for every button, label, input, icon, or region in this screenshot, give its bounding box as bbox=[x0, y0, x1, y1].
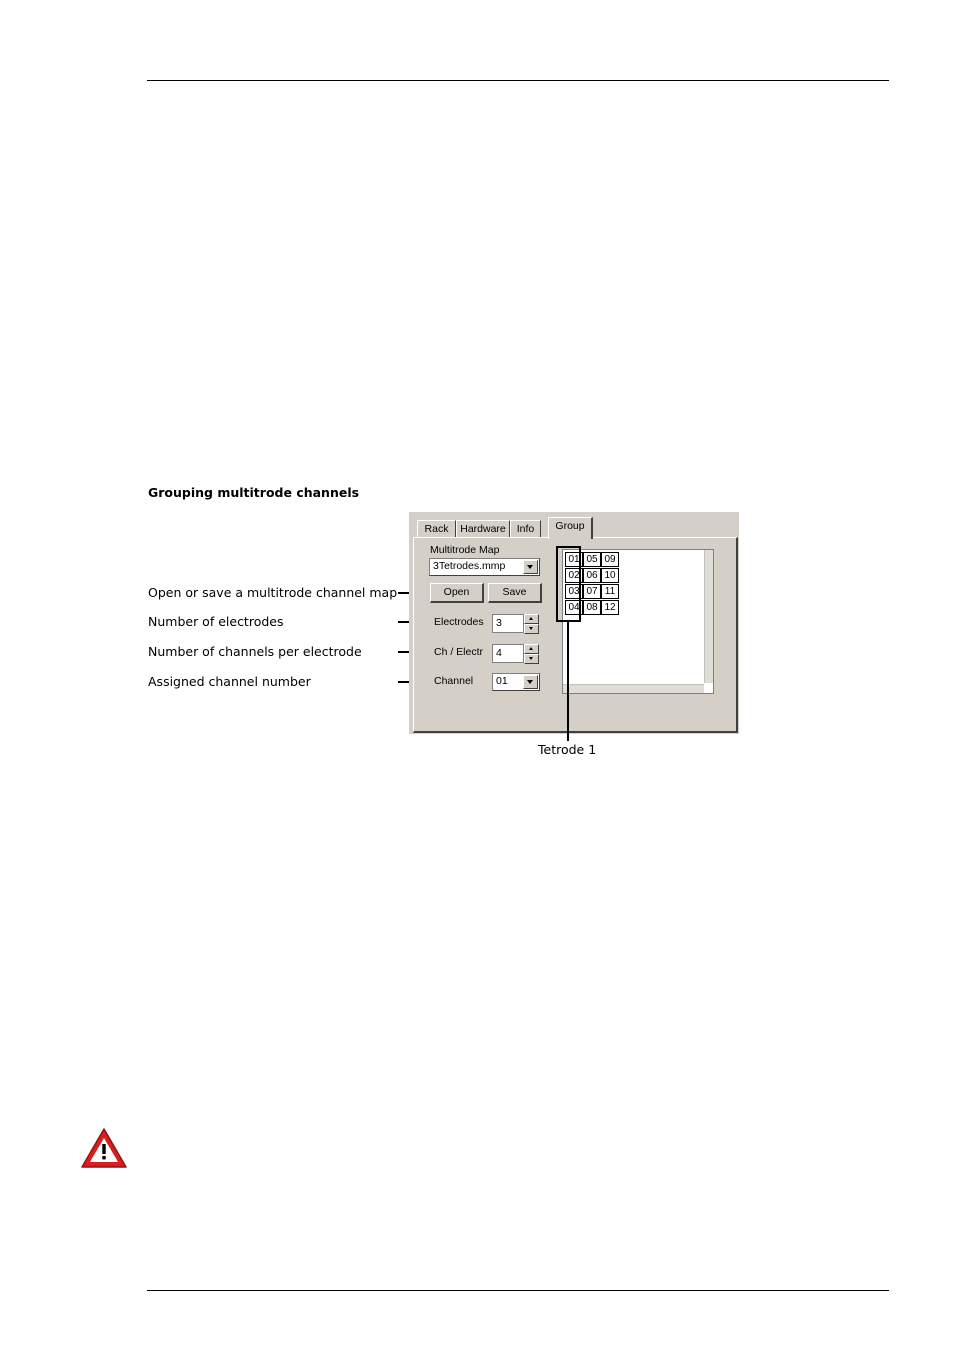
electrodes-input[interactable] bbox=[492, 614, 524, 633]
ch-per-electr-spin-down-icon[interactable] bbox=[524, 654, 539, 664]
tetrode-highlight-box bbox=[556, 546, 581, 622]
tab-info[interactable]: Info bbox=[510, 520, 541, 538]
grid-cell[interactable]: 11 bbox=[601, 584, 619, 599]
grid-cell[interactable]: 01 bbox=[565, 552, 583, 567]
channel-value: 01 bbox=[496, 675, 508, 687]
grid-cell[interactable]: 08 bbox=[583, 600, 601, 615]
grid-cell[interactable]: 09 bbox=[601, 552, 619, 567]
horizontal-scrollbar[interactable] bbox=[563, 684, 704, 693]
vertical-scrollbar[interactable] bbox=[704, 550, 713, 683]
tab-hardware[interactable]: Hardware bbox=[456, 520, 510, 538]
chevron-down-icon[interactable] bbox=[523, 560, 538, 574]
grid-cell[interactable]: 03 bbox=[565, 584, 583, 599]
callout-assigned-channel: Assigned channel number bbox=[148, 674, 311, 689]
grid-cell[interactable]: 04 bbox=[565, 600, 583, 615]
header-rule bbox=[147, 80, 889, 81]
electrodes-spin-up-icon[interactable] bbox=[524, 614, 539, 624]
grid-cell[interactable]: 05 bbox=[583, 552, 601, 567]
figure-caption: Grouping multitrode channels bbox=[148, 485, 360, 500]
grid-cell[interactable]: 10 bbox=[601, 568, 619, 583]
channel-select[interactable] bbox=[492, 673, 540, 691]
callout-electrodes: Number of electrodes bbox=[148, 614, 284, 629]
electrodes-label: Electrodes bbox=[434, 616, 484, 628]
grid-cell[interactable]: 06 bbox=[583, 568, 601, 583]
tab-group[interactable]: Group bbox=[548, 517, 593, 539]
channel-label: Channel bbox=[434, 675, 474, 687]
tetrode-label: Tetrode 1 bbox=[538, 742, 597, 757]
multitrode-map-label: Multitrode Map bbox=[430, 544, 500, 556]
channel-grid-list[interactable] bbox=[562, 549, 714, 694]
ch-per-electr-value: 4 bbox=[496, 647, 502, 659]
multitrode-map-value: 3Tetrodes.mmp bbox=[433, 560, 506, 572]
callout-open-save: Open or save a multitrode channel map bbox=[148, 585, 398, 600]
electrodes-value: 3 bbox=[496, 617, 502, 629]
open-button[interactable]: Open bbox=[430, 583, 484, 603]
warning-triangle-icon bbox=[80, 1127, 128, 1169]
ch-per-electr-spin-up-icon[interactable] bbox=[524, 644, 539, 654]
grid-cell[interactable]: 02 bbox=[565, 568, 583, 583]
electrodes-spin-down-icon[interactable] bbox=[524, 624, 539, 634]
tab-rack[interactable]: Rack bbox=[417, 520, 456, 538]
footer-rule bbox=[147, 1290, 889, 1291]
ch-per-electr-label: Ch / Electr bbox=[434, 646, 484, 658]
ch-per-electr-input[interactable] bbox=[492, 644, 524, 663]
grid-cell[interactable]: 12 bbox=[601, 600, 619, 615]
multitrode-map-select[interactable] bbox=[429, 558, 540, 576]
grid-cell[interactable]: 07 bbox=[583, 584, 601, 599]
save-button[interactable]: Save bbox=[488, 583, 542, 603]
callout-channels-per-electrode: Number of channels per electrode bbox=[148, 644, 362, 659]
tetrode-leader-line bbox=[567, 620, 569, 741]
chevron-down-icon[interactable] bbox=[523, 675, 538, 689]
